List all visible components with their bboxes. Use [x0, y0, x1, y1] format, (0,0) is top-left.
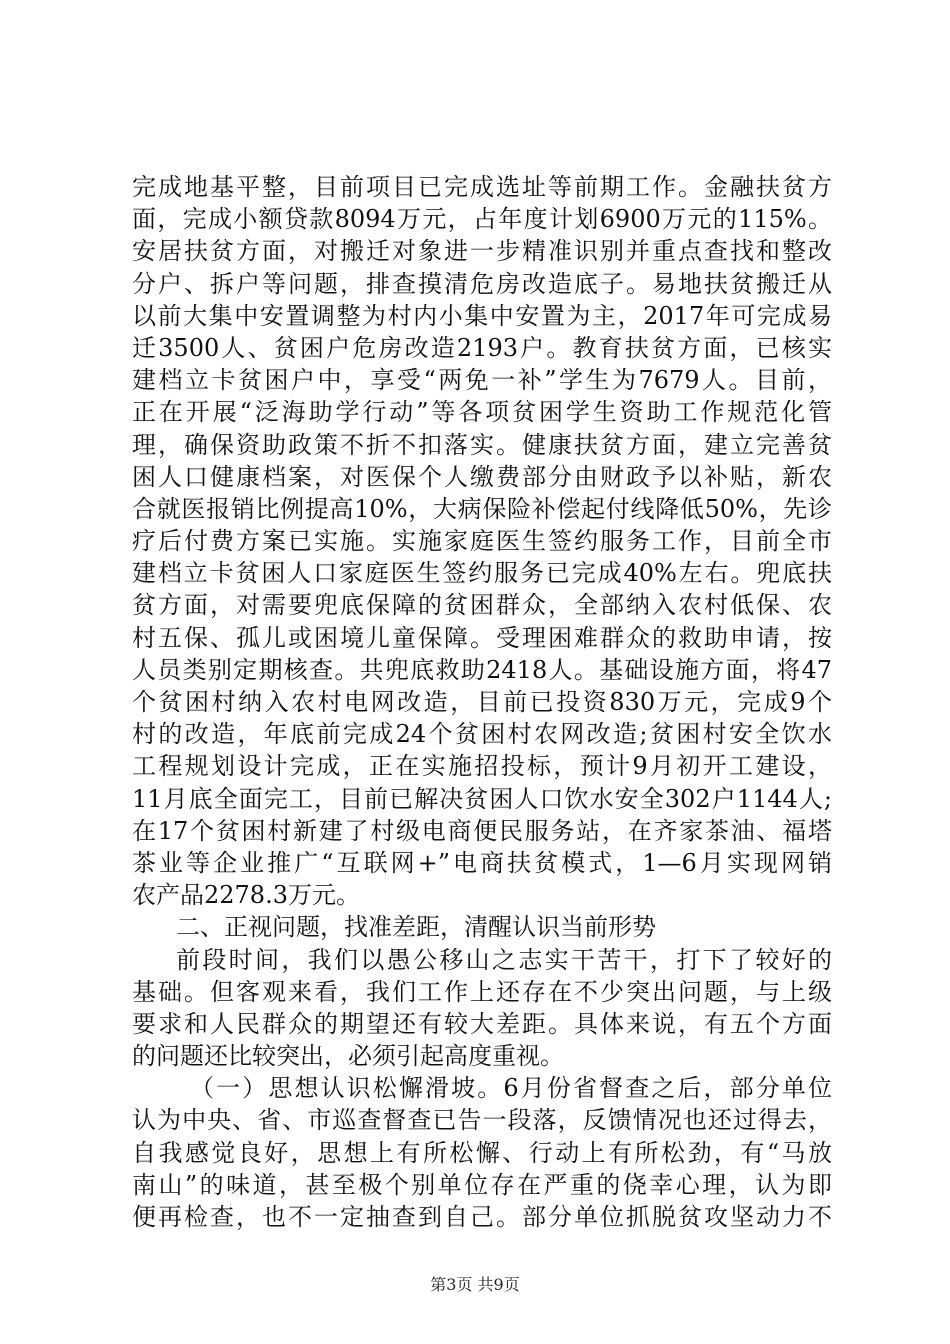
text-line: 工程规划设计完成，正在实施招投标，预计9月初开工建设， [132, 752, 832, 781]
text-line: 疗后付费方案已实施。实施家庭医生签约服务工作，目前全市 [132, 527, 832, 556]
section-heading: 二、正视问题，找准差距，清醒认识当前形势 [176, 913, 656, 942]
document-body [132, 171, 832, 1233]
text-line: 要求和人民群众的期望还有较大差距。具体来说，有五个方面 [132, 1009, 832, 1038]
text-line: 人员类别定期核查。共兜底救助2418人。基础设施方面，将47 [132, 655, 832, 684]
page-number-label: 第3页 共9页 [430, 1275, 520, 1294]
text-line: （一）思想认识松懈滑坡。6月份省督查之后，部分单位 [190, 1074, 832, 1103]
text-line: 建档立卡贫困人口家庭医生签约服务已完成40%左右。兜底扶 [132, 559, 832, 588]
text-line: 迁3500人、贫困户危房改造2193户。教育扶贫方面，已核实 [132, 333, 832, 362]
text-line: 完成地基平整，目前项目已完成选址等前期工作。金融扶贫方 [132, 173, 832, 201]
text-line: 正在开展“泛海助学行动”等各项贫困学生资助工作规范化管 [132, 398, 832, 427]
text-line: 分户、拆户等问题，排查摸清危房改造底子。易地扶贫搬迁从 [132, 269, 832, 298]
text-line: 农产品2278.3万元。 [132, 881, 360, 910]
text-line: 困人口健康档案，对医保个人缴费部分由财政予以补贴，新农 [132, 462, 832, 491]
text-line: 建档立卡贫困户中，享受“两免一补”学生为7679人。目前， [132, 366, 832, 395]
text-line: 理，确保资助政策不折不扣落实。健康扶贫方面，建立完善贫 [132, 430, 832, 459]
text-line: 前段时间，我们以愚公移山之志实干苦干，打下了较好的 [176, 945, 832, 974]
text-line: 贫方面，对需要兜底保障的贫困群众，全部纳入农村低保、农 [132, 591, 832, 620]
text-line: 的问题还比较突出，必须引起高度重视。 [132, 1042, 564, 1071]
text-line: 11月底全面完工，目前已解决贫困人口饮水安全302户1144人; [132, 784, 832, 813]
text-line: 南山”的味道，甚至极个别单位存在严重的侥幸心理，认为即 [132, 1170, 832, 1199]
text-line: 便再检查，也不一定抽查到自己。部分单位抓脱贫攻坚动力不 [132, 1203, 832, 1231]
text-line: 茶业等企业推广“互联网+”电商扶贫模式，1—6月实现网销 [132, 848, 832, 877]
text-line: 认为中央、省、市巡查督查已告一段落，反馈情况也还过得去， [132, 1106, 832, 1135]
text-line: 个贫困村纳入农村电网改造，目前已投资830万元，完成9个 [132, 688, 832, 716]
text-line: 合就医报销比例提高10%，大病保险补偿起付线降低50%，先诊 [132, 494, 832, 523]
text-line: 在17个贫困村新建了村级电商便民服务站，在齐家茶油、福塔 [132, 816, 832, 845]
text-line: 以前大集中安置调整为村内小集中安置为主，2017年可完成易 [132, 301, 832, 330]
text-line: 安居扶贫方面，对搬迁对象进一步精准识别并重点查找和整改 [132, 237, 832, 266]
text-line: 村五保、孤儿或困境儿童保障。受理困难群众的救助申请，按 [132, 623, 832, 652]
text-line: 面，完成小额贷款8094万元，占年度计划6900万元的115%。 [132, 205, 832, 234]
text-line: 基础。但客观来看，我们工作上还存在不少突出问题，与上级 [132, 977, 832, 1006]
page-footer [0, 1275, 950, 1295]
text-line: 村的改造，年底前完成24个贫困村农网改造;贫困村安全饮水 [132, 720, 832, 749]
text-line: 自我感觉良好，思想上有所松懈、行动上有所松劲，有“马放 [132, 1138, 832, 1167]
